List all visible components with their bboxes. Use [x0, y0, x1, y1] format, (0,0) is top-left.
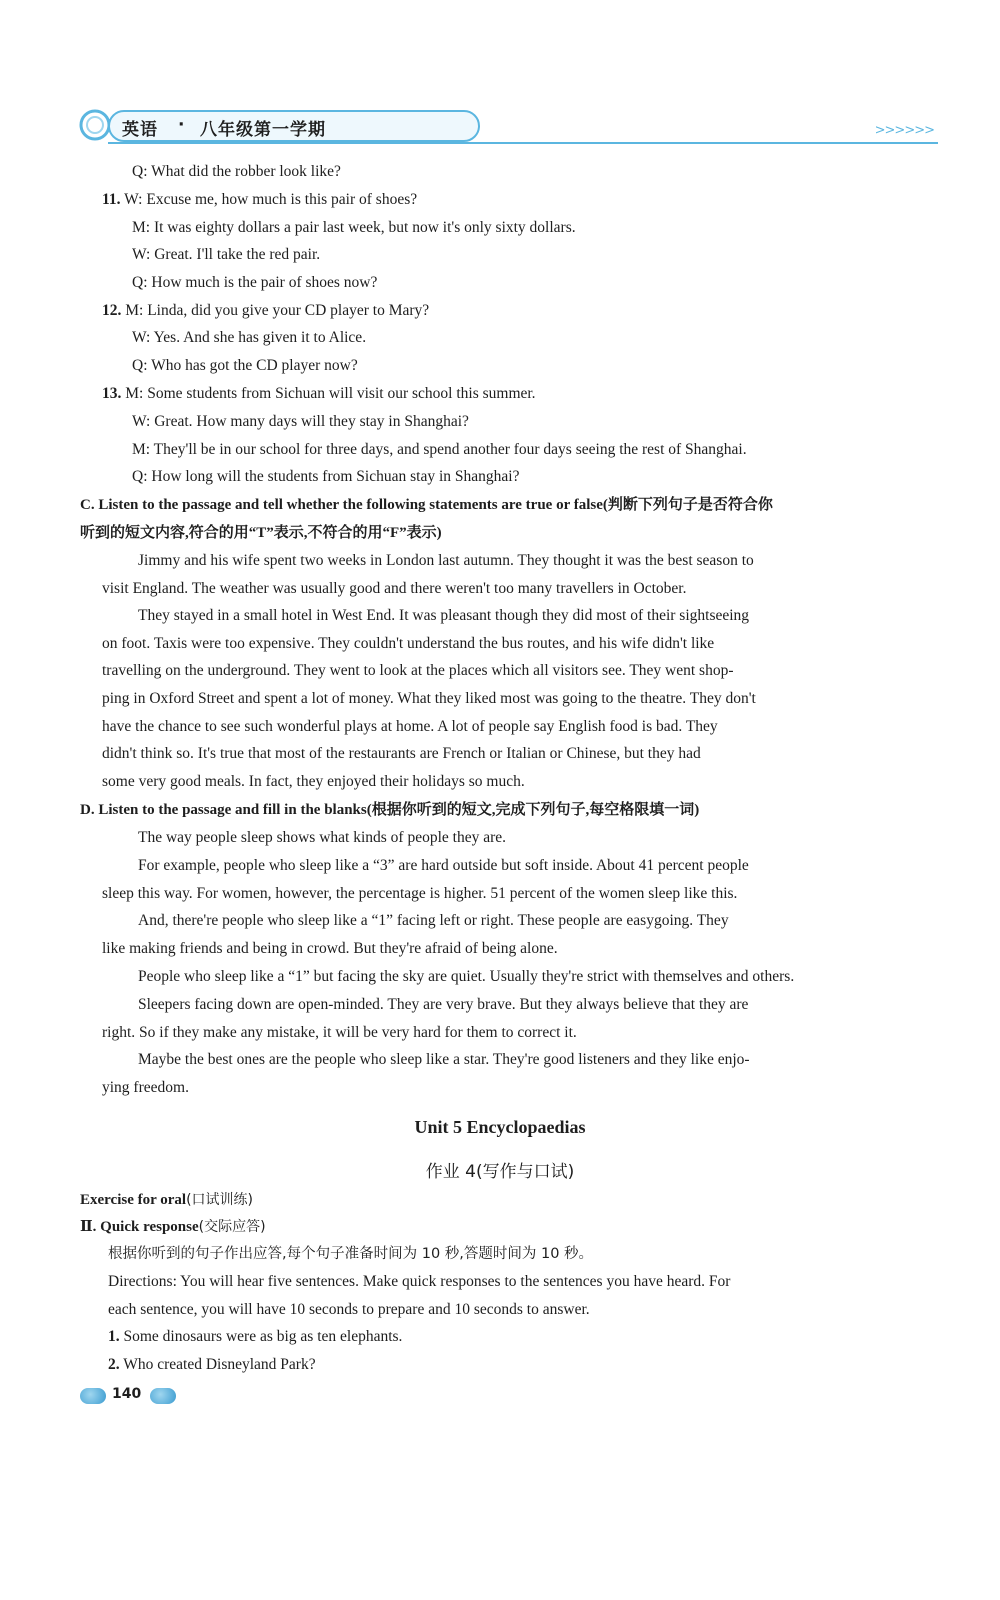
passage-line: And, there're people who sleep like a “1” facing left or right. These people are easygoing. They	[138, 912, 729, 930]
passage-line: some very good meals. In fact, they enjoyed their holidays so much.	[102, 772, 525, 790]
directions-line2: each sentence, you will have 10 seconds to prepare and 10 seconds to answer.	[108, 1301, 590, 1318]
dialogue-line: M: It was eighty dollars a pair last week, but now it's only sixty dollars.	[132, 219, 576, 236]
passage-line: ping in Oxford Street and spent a lot of money. What they liked most was going to the theatre. They don't	[102, 690, 756, 707]
passage-line: didn't think so. It's true that most of the restaurants are French or Italian or Chinese, but they had	[102, 745, 701, 763]
dialogue-line: W: Great. How many days will they stay in Shanghai?	[132, 413, 469, 430]
unit-title: Unit 5 Encyclopaedias	[414, 1117, 586, 1137]
footer-left-dot-icon	[80, 1388, 106, 1404]
page-footer	[80, 1384, 200, 1408]
dialogue-line: Q: What did the robber look like?	[132, 163, 341, 180]
passage-line: Sleepers facing down are open-minded. They are very brave. But they always believe that they are	[138, 995, 749, 1013]
passage-line: sleep this way. For women, however, the percentage is higher. 51 percent of the women sleep like this.	[102, 884, 738, 902]
section-c-heading-line1: C. Listen to the passage and tell whether the following statements are true or false(判断下列句子是否符合你	[80, 497, 773, 513]
passage-line: Maybe the best ones are the people who sleep like a star. They're good listeners and they like enjo-	[138, 1051, 750, 1069]
dialogue-line: 12. M: Linda, did you give your CD player to Mary?	[102, 302, 430, 319]
passage-line: like making friends and being in crowd. But they're afraid of being alone.	[102, 940, 558, 958]
passage-line: For example, people who sleep like a “3” are hard outside but soft inside. About 41 percent people	[138, 856, 749, 874]
passage-line: Jimmy and his wife spent two weeks in London last autumn. They thought it was the best season to	[138, 552, 754, 569]
oral-item-1: 1. Some dinosaurs were as big as ten elephants.	[108, 1328, 403, 1345]
passage-line: People who sleep like a “1” but facing the sky are quiet. Usually they're strict with themselves and others.	[138, 968, 795, 985]
quick-response-heading: Ⅱ. Quick response(交际应答)	[80, 1219, 266, 1235]
oral-item-2: 2. Who created Disneyland Park?	[108, 1356, 316, 1373]
header-subject: 英语	[122, 120, 158, 140]
section-d-heading: D. Listen to the passage and fill in the blanks(根据你听到的短文,完成下列句子,每空格限填一词)	[80, 802, 700, 818]
dialogue-line: W: Yes. And she has given it to Alice.	[132, 329, 367, 346]
passage-line: on foot. Taxis were too expensive. They couldn't understand the bus routes, and his wife didn't like	[102, 634, 715, 652]
header-grade: 八年级第一学期	[200, 120, 326, 140]
passage-line: They stayed in a small hotel in West End. It was pleasant though they did most of their sightseeing	[138, 607, 750, 625]
passage-line: have the chance to see such wonderful plays at home. A lot of people say English food is bad. They	[102, 717, 718, 735]
dialogue-line: Q: Who has got the CD player now?	[132, 357, 358, 374]
dialogue-line: Q: How long will the students from Sichuan stay in Shanghai?	[132, 468, 520, 485]
dialogue-line: 11. W: Excuse me, how much is this pair of shoes?	[102, 191, 418, 208]
running-header	[78, 106, 938, 146]
passage-line: visit England. The weather was usually good and there weren't too many travellers in October.	[102, 579, 687, 597]
passage-line: ying freedom.	[102, 1079, 189, 1097]
header-rule	[108, 142, 938, 144]
footer-right-dot-icon	[150, 1388, 176, 1404]
logo-ring-icon	[78, 108, 112, 142]
dialogue-line: 13. M: Some students from Sichuan will visit our school this summer.	[102, 385, 536, 402]
passage-line: travelling on the underground. They went to look at the places which all visitors see. They went shop-	[102, 662, 734, 680]
dialogue-line: W: Great. I'll take the red pair.	[132, 246, 321, 263]
dialogue-line: M: They'll be in our school for three days, and spend another four days seeing the rest of Shanghai.	[132, 441, 747, 458]
section-c-heading-line2: 听到的短文内容,符合的用“T”表示,不符合的用“F”表示)	[80, 525, 442, 541]
header-separator: ·	[178, 115, 185, 135]
directions-line1: Directions: You will hear five sentences. Make quick responses to the sentences you have heard. For	[108, 1273, 731, 1290]
passage-line: The way people sleep shows what kinds of people they are.	[138, 829, 507, 846]
page-number: 140	[112, 1386, 142, 1402]
header-arrows-icon: >>>>>>	[874, 123, 934, 138]
passage-line: right. So if they make any mistake, it will be very hard for them to correct it.	[102, 1023, 577, 1041]
dialogue-line: Q: How much is the pair of shoes now?	[132, 274, 378, 291]
instruction-cn: 根据你听到的句子作出应答,每个句子准备时间为 10 秒,答题时间为 10 秒。	[108, 1246, 594, 1262]
homework-title: 作业 4(写作与口试)	[425, 1162, 575, 1182]
exercise-oral-heading: Exercise for oral(口试训练)	[80, 1192, 254, 1208]
